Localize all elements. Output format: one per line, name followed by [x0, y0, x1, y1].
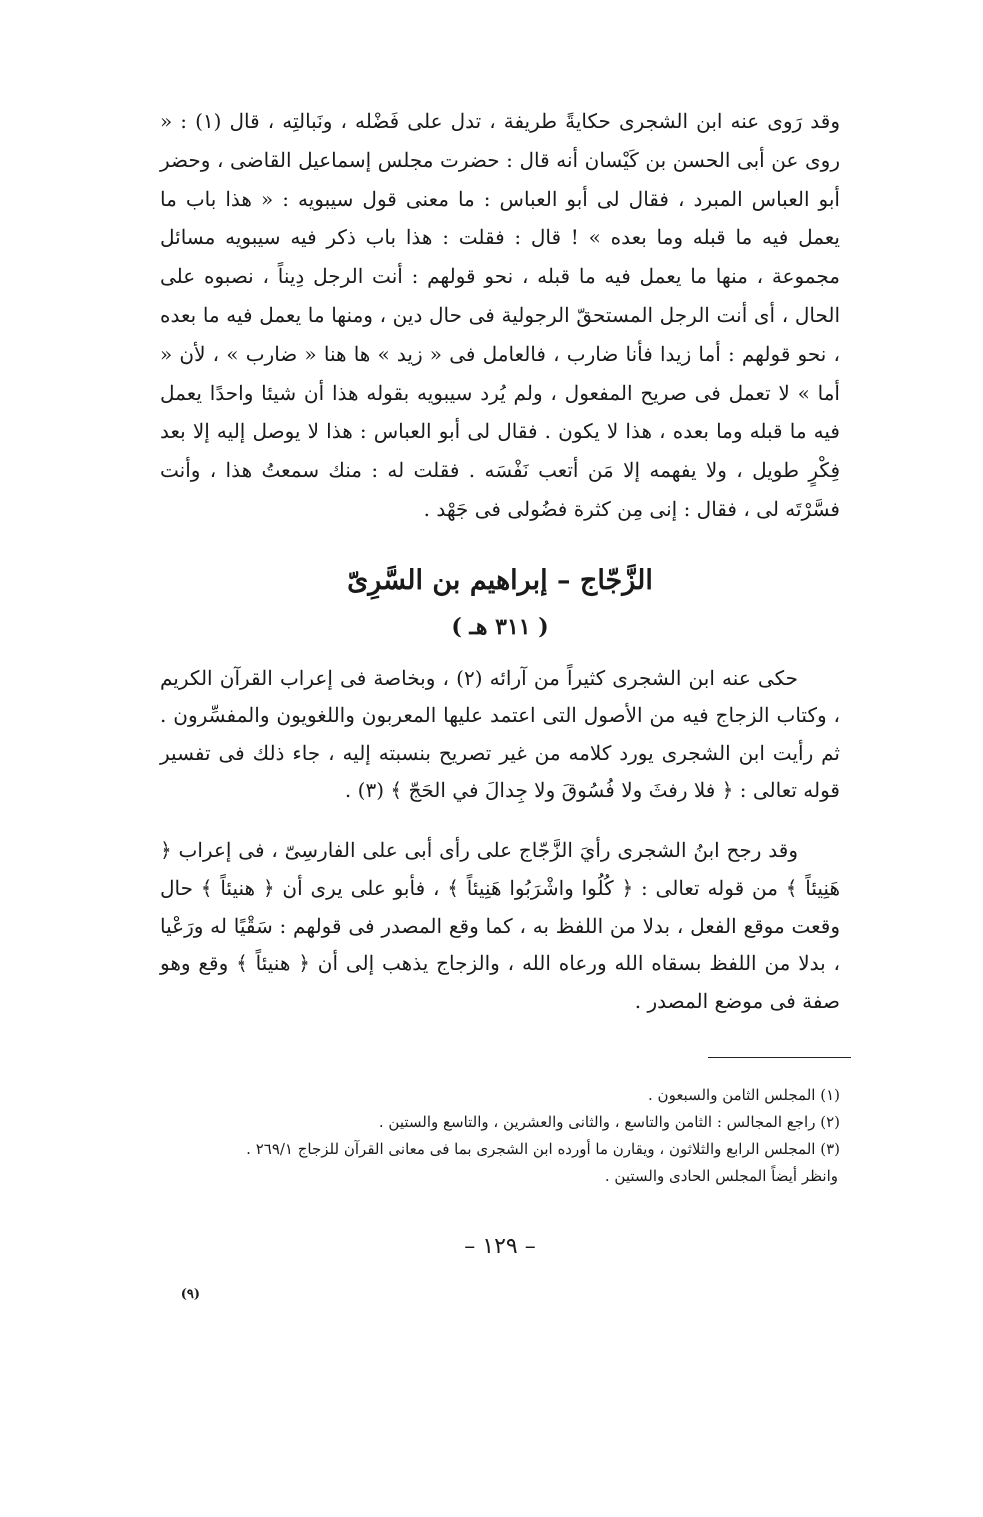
footnote-1: (١) المجلس الثامن والسبعون . — [648, 1086, 840, 1104]
printer-signature-mark: (٩) — [180, 1287, 200, 1302]
paragraph-text: حكى عنه ابن الشجرى كثيراً من آرائه (٢) ، وبخاصة فى إعراب القرآن الكريم ، وكتاب الزجاج فيه من الأصول التى اعتمد عليها المعربون واللغويون والمفسِّرون . ثم رأيت ابن الشجرى يورد كلامه من غير تصريح بنسبته إليه ، جاء ذلك فى تفسير قوله تعالى : ﴿ فلا رفثَ ولا فُسُوقَ ولا جِدالَ في الحَجّ ﴾ (٣) . — [160, 666, 840, 802]
page-number: – ١٢٩ – — [464, 1234, 536, 1259]
paragraph-text: وقد رَوى عنه ابن الشجرى حكايةً طريفة ، تدل على فَضْله ، ونَبالتِه ، قال (١) : « روى عن أبى الحسن بن كَيْسان أنه قال : حضرت مجلس إسماعيل القاضى ، وحضر أبو العباس المبرد ، فقال لى أبو العباس : ما معنى قول سيبويه : « هذا باب ما يعمل فيه ما قبله وما بعده » ! قال : فقلت : هذا باب ذكر فيه سيبويه مسائل مجموعة ، منها ما يعمل فيه ما قبله ، نحو قولهم : أنت الرجل دِيناً ، نصبوه على الحال ، أى أنت الرجل المستحقّ الرجولية فى حال دين ، ومنها ما يعمل فيه ما بعده ، نحو قولهم : أما زيدا فأنا ضارب ، فالعامل فى « زيد » ها هنا « ضارب » ، لأن « أما » لا تعمل فى صريح المفعول ، ولم يُرد سيبويه بقوله هذا أن شيئا واحدًا يعمل فيه ما قبله وما بعده ، هذا لا يكون . فقال لى أبو العباس : هذا لا يوصل إليه إلا بعد فِكْرٍ طويل ، ولا يفهمه إلا مَن أتعب نَفْسَه . فقلت له : منك سمعتُ هذا ، وأنت فسَّرْتَه لى ، فقال : إنى مِن كثرة فضُولى فى جَهْد . — [160, 109, 840, 521]
footnote-3-continuation: وانظر أيضاً المجلس الحادى والستين . — [604, 1167, 838, 1185]
paragraph-zajjaj-opinions — [160, 660, 840, 809]
paragraph-haniian-irab — [160, 832, 840, 1021]
footnotes — [160, 1082, 840, 1190]
paragraph-ibn-kaysan-anecdote — [160, 102, 840, 529]
footnote-3: (٣) المجلس الرابع والثلاثون ، ويقارن ما أورده ابن الشجرى بما فى معانى القرآن للزجاج ٢٦٩/١ . — [246, 1140, 840, 1158]
section-heading: الزَّجّاج – إبراهيم بن السَّرِىّ — [347, 565, 653, 596]
section-heading-date: ( ٣١١ هـ ) — [451, 614, 549, 640]
paragraph-text: وقد رجح ابنُ الشجرى رأيَ الزَّجّاج على رأى أبى على الفارسِىّ ، فى إعراب ﴿ هَنِيئاً ﴾ من قوله تعالى : ﴿ كُلُوا واشْرَبُوا هَنِيئاً ﴾ ، فأبو على يرى أن ﴿ هنيئاً ﴾ حال وقعت موقع الفعل ، بدلا من اللفظ به ، كما وقع المصدر فى قولهم : سَقْيًا له ورَعْيا ، بدلا من اللفظ بسقاه الله ورعاه الله ، والزجاج يذهب إلى أن ﴿ هنيئاً ﴾ وقع وهو صفة فى موضع المصدر . — [160, 838, 840, 1014]
footnote-separator — [708, 1057, 851, 1058]
footnote-2: (٢) راجع المجالس : الثامن والتاسع ، والثانى والعشرين ، والتاسع والستين . — [378, 1113, 840, 1131]
